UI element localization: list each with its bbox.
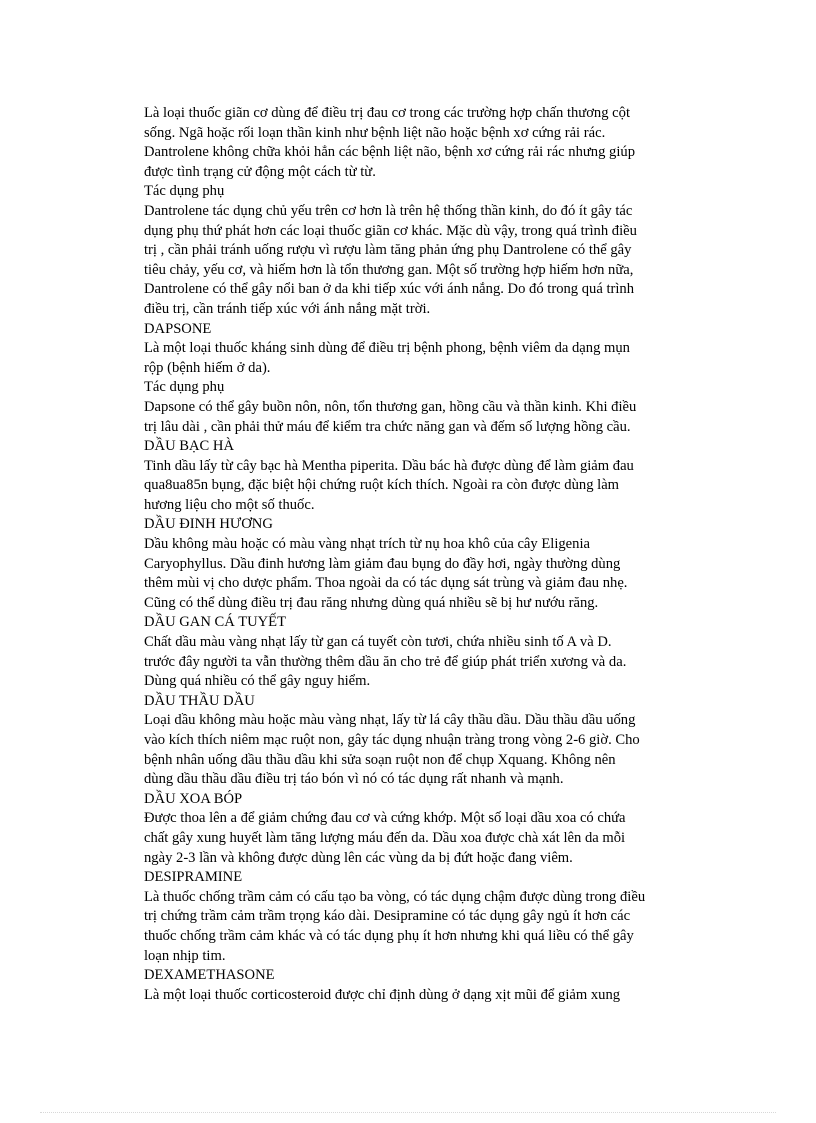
section-heading: Tác dụng phụ [144,183,225,200]
text-line: Cũng có thể dùng điều trị đau răng nhưng dùng quá nhiều sẽ bị hư nướu răng. [144,594,599,611]
section-heading: DEXAMETHASONE [144,967,275,984]
text-line: dụng phụ thứ phát hơn các loại thuốc giãn cơ khác. Mặc dù vậy, trong quá trình điều [144,222,637,239]
text-line: rộp (bệnh hiếm ở da). [144,359,271,376]
text-line: loạn nhịp tim. [144,947,226,964]
text-line: tiêu chảy, yếu cơ, và hiếm hơn là tổn thương gan. Một số trường hợp hiếm hơn nữa, [144,261,634,278]
text-line: hương liệu cho một số thuốc. [144,496,315,513]
section-heading: DẦU XOA BÓP [144,790,243,807]
text-line: Là thuốc chống trầm cảm có cấu tạo ba vòng, có tác dụng chậm được dùng trong điều [144,888,646,905]
text-line: trước đây người ta vẫn thường thêm dầu ăn cho trẻ để giúp phát triển xương và da. [144,653,627,670]
text-line: vào kích thích niêm mạc ruột non, gây tác dụng nhuận tràng trong vòng 2-6 giờ. Cho [144,732,640,748]
text-line: thuốc chống trầm cảm khác và có tác dụng phụ ít hơn nhưng khi quá liều có thể gây [144,927,634,944]
text-line: Được thoa lên a để giảm chứng đau cơ và cứng khớp. Một số loại dầu xoa có chứa [144,810,626,827]
text-line: Tinh dầu lấy từ cây bạc hà Mentha piperita. Dầu bác hà được dùng để làm giảm đau [144,457,634,474]
text-line: trị chứng trầm cảm trầm trọng káo dài. Desipramine có tác dụng gây ngủ ít hơn các [144,908,631,925]
section-heading: DẦU BẠC HÀ [144,438,234,455]
text-line: ngày 2-3 lần và không được dùng lên các vùng da bị đứt hoặc đang viêm. [144,849,573,866]
section-heading: DAPSONE [144,320,212,337]
page-bottom-divider [40,1112,776,1113]
text-line: chất gây xung huyết làm tăng lượng máu đến da. Dầu xoa được chà xát lên da mỗi [144,829,626,846]
document-page [144,104,694,1005]
text-line: Dùng quá nhiều có thể gây nguy hiểm. [144,673,371,690]
text-line: được tình trạng cử động một cách từ từ. [144,163,376,180]
text-line: Dầu không màu hoặc có màu vàng nhạt trích từ nụ hoa khô của cây Eligenia [144,536,590,553]
section-heading: Tác dụng phụ [144,379,225,396]
section-heading: DẦU ĐINH HƯƠNG [144,516,273,533]
text-line: trị lâu dài , cần phải thử máu để kiểm tra chức năng gan và đếm số lượng hồng cầu. [144,418,631,435]
text-line: Dapsone có thể gây buồn nôn, nôn, tổn thương gan, hồng cầu và thần kinh. Khi điều [144,398,637,415]
section-heading: DẦU GAN CÁ TUYẾT [144,614,287,631]
text-line: thêm mùi vị cho dược phẩm. Thoa ngoài da có tác dụng sát trùng và giảm đau nhẹ. [144,575,628,592]
text-line: Loại dầu không màu hoặc màu vàng nhạt, lấy từ lá cây thầu dầu. Dầu thầu dầu uống [144,712,636,729]
text-line: Là một loại thuốc kháng sinh dùng để điều trị bệnh phong, bệnh viêm da dạng mụn [144,340,630,357]
text-line: Dantrolene không chữa khỏi hẳn các bệnh liệt não, bệnh xơ cứng rải rác nhưng giúp [144,144,635,161]
text-line: Là loại thuốc giãn cơ dùng để điều trị đau cơ trong các trường hợp chấn thương cột [144,105,630,121]
text-line: trị , cần phải tránh uống rượu vì rượu làm tăng phản ứng phụ Dantrolene có thể gây [144,242,632,259]
text-line: Chất dầu màu vàng nhạt lấy từ gan cá tuyết còn tươi, chứa nhiều sinh tố A và D. [144,634,612,651]
text-line: Là một loại thuốc corticosteroid được chỉ định dùng ở dạng xịt mũi để giảm xung [144,986,621,1003]
text-line: điều trị, cần tránh tiếp xúc với ánh nắng mặt trời. [144,300,431,317]
text-line: qua8ua85n bụng, đặc biệt hội chứng ruột kích thích. Ngoài ra còn được dùng làm [144,477,620,494]
section-heading: DESIPRAMINE [144,869,243,886]
text-line: sống. Ngã hoặc rối loạn thần kinh như bệnh liệt não hoặc bệnh xơ cứng rải rác. [144,124,606,141]
text-line: Dantrolene tác dụng chủ yếu trên cơ hơn là trên hệ thống thần kinh, do đó ít gây tác [144,202,633,219]
section-heading: DẦU THẦU DẦU [144,692,255,709]
text-line: Dantrolene có thể gây nổi ban ở da khi tiếp xúc với ánh nắng. Do đó trong quá trình [144,281,635,298]
text-line: dùng dầu thầu dầu điều trị táo bón vì nó có tác dụng rất nhanh và mạnh. [144,771,564,788]
text-line: Caryophyllus. Dầu đinh hương làm giảm đau bụng do đầy hơi, ngày thường dùng [144,555,621,572]
text-line: bệnh nhân uống dầu thầu dầu khi sửa soạn ruột non để chụp Xquang. Không nên [144,751,616,768]
